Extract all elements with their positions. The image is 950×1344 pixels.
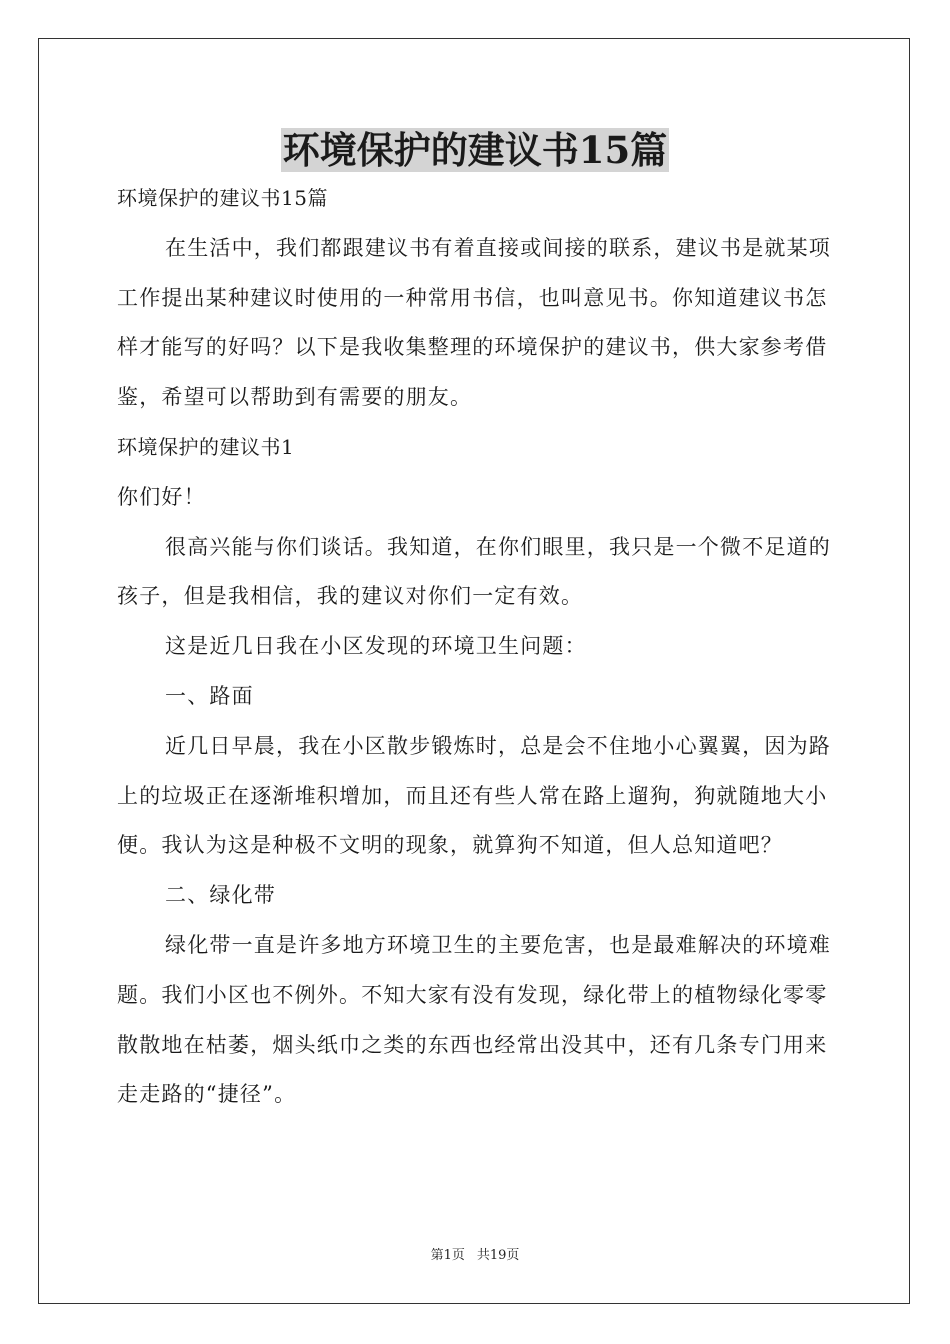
paragraph-intro: 在生活中，我们都跟建议书有着直接或间接的联系，建议书是就某项工作提出某种建议时使用的一种常用书信，也叫意见书。你知道建议书怎样才能写的好吗？以下是我收集整理的环境保护的建议书，供大家参考借鉴，希望可以帮助到有需要的朋友。 bbox=[117, 235, 831, 410]
paragraph-opening: 很高兴能与你们谈话。我知道，在你们眼里，我只是一个微不足道的孩子，但是我相信，我的建议对你们一定有效。 bbox=[117, 534, 831, 609]
page-number: 第1页 bbox=[430, 1248, 465, 1263]
document-body bbox=[117, 174, 837, 1120]
paragraph-problem-intro: 这是近几日我在小区发现的环境卫生问题： bbox=[165, 634, 587, 659]
document-title-text: 环境保护的建议书15篇 bbox=[282, 128, 668, 172]
paragraph-road: 近几日早晨，我在小区散步锻炼时，总是会不住地小心翼翼，因为路上的垃圾正在逐渐堆积增加，而且还有些人常在路上遛狗，狗就随地大小便。我认为这是种极不文明的现象，就算狗不知道，但人总知道吧？ bbox=[117, 733, 831, 858]
subheading-greenbelt: 二、绿化带 bbox=[165, 883, 276, 908]
page-total: 共19页 bbox=[476, 1248, 520, 1263]
section-heading-1: 环境保护的建议书1 bbox=[117, 434, 295, 459]
document-title bbox=[0, 126, 950, 174]
greeting-line: 你们好！ bbox=[117, 484, 206, 509]
subtitle-line: 环境保护的建议书15篇 bbox=[117, 186, 328, 210]
page-footer bbox=[0, 1247, 950, 1265]
paragraph-greenbelt: 绿化带一直是许多地方环境卫生的主要危害，也是最难解决的环境难题。我们小区也不例外。不知大家有没有发现，绿化带上的植物绿化零零散散地在枯萎，烟头纸巾之类的东西也经常出没其中，还有几条专门用来走走路的“捷径”。 bbox=[117, 932, 831, 1107]
subheading-road: 一、路面 bbox=[165, 683, 254, 708]
